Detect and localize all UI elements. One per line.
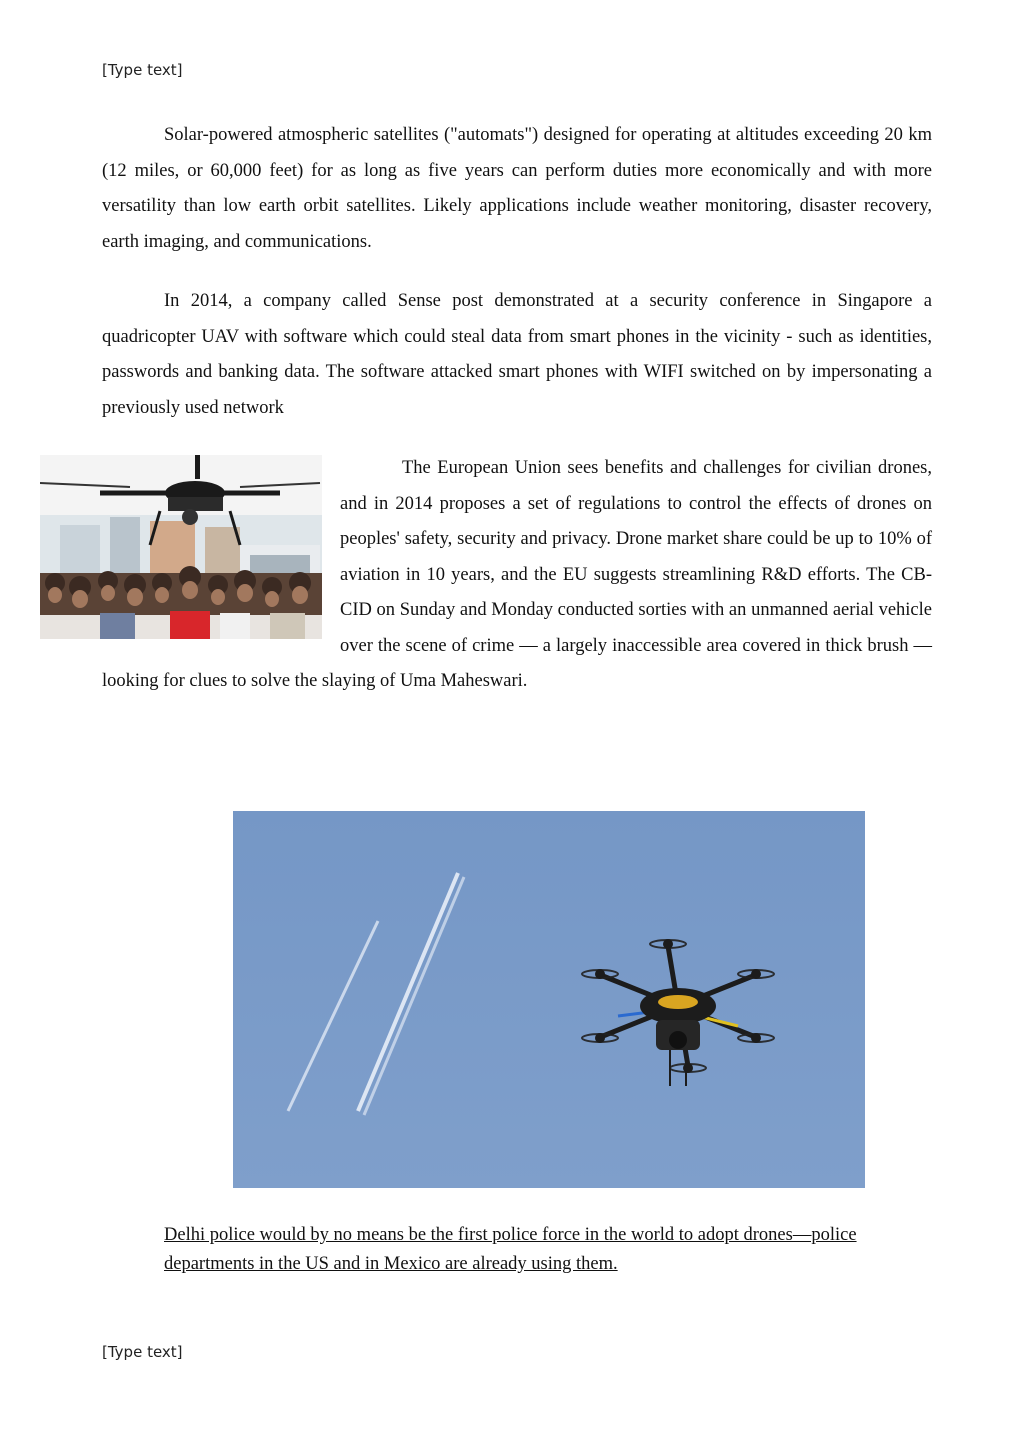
paragraph-solar-satellites: Solar-powered atmospheric satellites ("automats") designed for operating at altitudes exceeding 20 km (12 miles, or 60,000 feet) for as long as five years can perform duties more economically and with more versatility than low earth orbit satellites. Likely applications include weather monitoring, disaster recovery, earth imaging, and communications. (102, 125, 932, 252)
page-footer: [Type text] (102, 1343, 183, 1361)
crowd-drone-photo (40, 455, 322, 639)
page-header: [Type text] (102, 61, 183, 79)
photo-caption: Delhi police would by no means be the first police force in the world to adopt drones—police departments in the US and in Mexico are already using them. (164, 1225, 857, 1274)
paragraph-eu-drones-text: The European Union sees benefits and challenges for civilian drones, and in 2014 proposes a set of regulations to control the effects of drones on peoples' safety, security and privacy. Drone market share could be up to 10% of aviation in 10 years, and the EU suggests streamlining R&D efforts. The CB-CID on Sunday and Monday conducted sorties with an unmanned aerial vehicle over the scene of crime — a largely inaccessible area covered in thick brush — looking for clues to solve the slaying of Uma Maheswari. (102, 458, 932, 691)
paragraph-sense-post-uav: In 2014, a company called Sense post demonstrated at a security conference in Singapore a quadricopter UAV with software which could steal data from smart phones in the vicinity - such as identities, passwords and banking data. The software attacked smart phones with WIFI switched on by impersonating a previously used network (102, 291, 932, 418)
paragraph-eu-drones (102, 451, 932, 700)
hexacopter-sky-photo (233, 811, 865, 1188)
